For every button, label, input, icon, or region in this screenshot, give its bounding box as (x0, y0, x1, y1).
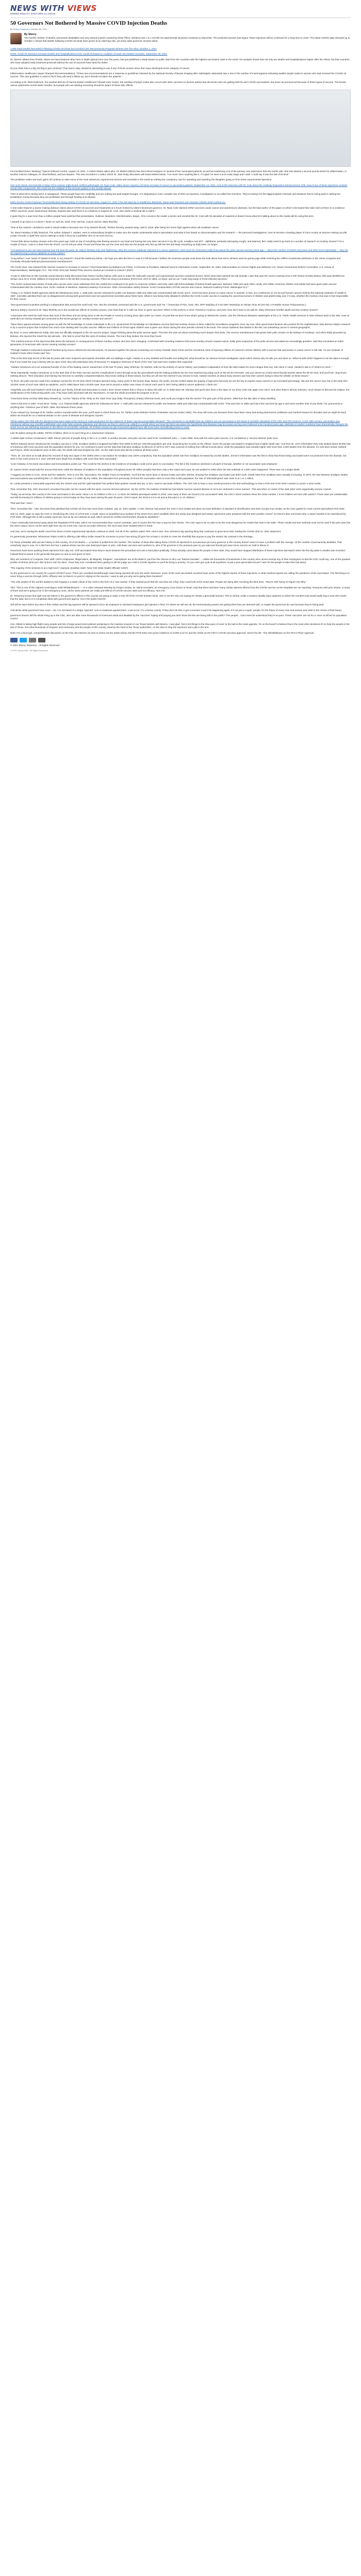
article-paragraph: "If you missed my coverage of Dr. Stefan Lanka's scandal earlier this year, you'll want to check those out. 'Dr. Stefan Lanka Rebutts Further of Measles Vaccine (Video 1992). The story will scare you because there have been many bad-acting pharmacies, politicians and medical hoaxes for decades and we might be back where we should be on a national debate on the cause of disease and iatrogenic injuries.' (10, 411, 347, 417)
article-paragraph: The prostitute males and each gains all continue to raise some of the most advanced, experienced doctors and scientists in the world as nothing but conspiracy nuts for speaking and reporting the slaughter going on from these experimental injections. (10, 178, 272, 181)
article-title: 50 Governors Not Bothered by Massive COVID Injection Deaths (10, 20, 168, 26)
article-paragraph: Why are members of Congress, their staff, USPS employees, illegal aliens, all allegedly 'refugees', 'exemptions' are at the Biden's 'you'll be fine' decree to all in our 'federal mandate' ... Unlike the thousands of businesses in the country who cannot exempt any of their employees so that the CDC could say, 'one of the greatest pranks of all time (and yes I like it) but it can't be done.' Have they ever considered them getting to tell the judge you 'sold a COVID injection or you'll be living in poverty.' Or you can't get a job at all anywhere' is just a pure genocidal excuse? Here for the people to take their last stand. (10, 558, 351, 564)
article-paragraph: "Before Edward Jenner introduced the smallpox vaccine in 1796, smallpox deaths in England had fallen from 3000 to 200 per 100,000 population per year. Examining the records on the effects, 'some the people vaccinated in England had a higher death rate.' And from Dr. Jen's information they only studied about 30,000 rate of small pox with most vaccines and the population decline for you. He continues to point out the data that indicates smallpox incidences of 1875 to 1877 was a period of nothing from official records alone, while the population was actually higher with more than 4,000 deaths from the disease. It's now been shown Holland and France, while vaccinations were at 30% rate, the death rate had dropped by 42%. So the rates show why did we continue all these years. (10, 442, 351, 451)
article-paragraph: "Non-government scientists working in independent labs around the world said 'Yes.' But the scientists connected with the U.S. government said 'No.'" (Transcript of FDA, DHS, NIH, NIPT Building of 3-18-1997 Workshop on Simian Virus 40 (SV-40): A Possible Human Polyomavirus.) (10, 303, 306, 306)
article-link[interactable]: "What makes sure that with the injections that were made at the factory in mass production for the existence of these 'vaccine preventable diseases': The conclusion is inevitable that our children are not vaccinated on the basis of scientific standards of the CDC and FDA science. In the 19th century, vaccination was introduced without any scientific justification and under false pretexts (diseases and infection as they're used to be called) in a world where we know the facts now about the hypothesis that diseases may be viruses as they were believed to be hundred years ago. Methods of modern medicine have dramatically changed the world, but we are still being imposed on the effects of unscientific methods. All of these viruses we get immunized against have still never been scientifically proven to exist. (10, 419, 348, 429)
article-paragraph: That was then. Now? (10, 501, 33, 504)
article-paragraph: "Through Haslam's meticulous research backed up by source references and documents, he weaves together the pieces connecting Lee Harvey Oswald, Dave Ferrie and the monstrous crime of injecting millions of America's school children with a vaccine that was known to cause cancer in lab rats. As one reviewer of Haslam's book online hooks said 'Yes.' (10, 348, 343, 354)
article-paragraph (10, 249, 351, 255)
masthead (10, 4, 351, 16)
share-facebook-button[interactable] (10, 638, 18, 642)
article-paragraph: "Dr. Mary's Monkey is fully historical. The author, Edward T. Haslam, went to extraordinary lengths to make sure the reader understands what is speculation and what is fact based on documentation and his research — the personal investigations, how he became a leading player in front country as anyone missing up with curtain records, a spell here and an attempt to write a story by a publisher who is not even live too. (10, 231, 347, 238)
article-paragraph: Dr. Lanka presents a reasonable argument why the ANOVA test and the 'gold standard' has yielded false-positive results that are, in turn, used to vaccinate children. The CDC has to have a very careful process in the test methodology so that a PCR test is the ONLY answer to 'prove' a virus exists. (10, 482, 321, 485)
article-page (0, 0, 361, 658)
article-paragraph: "This is the best kept secret of the last 60 years with more suspects and surprise shocklets with not stallings in sight. Haslam is a very detailed and humble soul telling the 'what should be' an obvious formal investigation report which shares why he tells you and does no. What he tells which happens to be the data is enough that if one reads the exact entirety with an open mind, they will understand why All Nouveau TV Magazine Nominee of 'Book of the Year' has had more readers than expected." (10, 357, 349, 363)
article-paragraph: Gov. Abbott is taking high flight many people and lots of large government policies pertaining to the massive invasion in our Texas borders with Mexico. I was glad: 'Not to let things to the slow pace of ones' to the last to the mass agenda, 'it's on the board' to believe that in the most other decisions it's to help the people in the last of Texas. Not what thousands of Hispanic and Americans and the people of this country, dead by the hand of the Texas 'authorities', on the slow to stop the injections and a jab in the arm. (10, 622, 350, 629)
article-paragraph (10, 201, 351, 204)
share-buttons (10, 638, 351, 642)
article-paragraph: "Today, as we know, this country is the most vaccinated in the world. About 1 in 44 children in the U.S. or some 30 children developed autism in 2018. How many of them are bound to be vaccinated? Well, the CDC's 2019 numbers show the entire number 1 in 54 children are born with autism? Those rates are unbelievable and still increasing for millions of children going to school today as they have been during the past 30 years. CDC's report, the 2019 is 2.5 in 54 and at this point 1 in 44 children." (10, 493, 348, 499)
article-paragraph: "Were there agreed answers among given us with the full knowledge of certain individuals in the U.S. government for knowledge on intimidation vaccine that had monkey viruses in them called the Surveillance programs. Ever. By now, other government factions who pushed for the sophisticated. Why Bernice Eddy's research in by a vaccine project that morphed into much more dealing with not polio vaccine. Millions and millions of school aged children was a given one choice during the time periods covered in the book. The cancer epidemic that started in the 60s, but unleashing cancer in various geographic. (10, 323, 351, 329)
article-paragraph: THIS is what we're seeing and it is outrageous. These people have NO credibility and are nothing but paid puppet stooges. It is disgusting to even consider any of them as reporters, investigators or so-called fact checkers. They're lackeys for the biggest global criminals and whatever they're being paid is nothing but prostitution money because they are prostitutes and through funding is an illusion. (10, 192, 340, 198)
article-paragraph: Toll will be seen before any time is then written and the big squeeze will be spread to force all employers to declared employees get injected or fired. It's where we will see all, the tremendously powers are getting their lives are deemed well, or maybe the governors do care because they're being paid. (10, 603, 324, 606)
article-paragraph: "Bernice Eddy's covered in Dr. Mary Moshley as in the murderous effects of monkey viruses. How does that tie in with our lives on gene vaccines? When in this world is a crime. Parents in America, and even once did it have to do with Dr. Mary Shermans horrible death and two monkey viruses? (10, 309, 318, 312)
article-paragraph: Dr. James Ferrier would add the amount that since 1890 the disease of smallpox in the population of England (some 60 million people) had been only a few cases each year. Its use peaked in 1900 when the last outbreak of 1,000 cases happened. There was not a single death. (10, 468, 300, 471)
article-paragraph: "Most importantly, Haslam introduces us to the dark side of the Polio Vaccine and the complications it went through to lay the groundwork and the lasting problems we are now experiencing today such as the 50-40 HIV/AIDS. Ask your doctor as a lead school faculty teacher about the 50-40 virus, and you'll see. Stop know nothing about it. Their education and training has become so carefully compartmentalized, they know nothing of these issues, but they are all over the Internet if you choose to look. Haslam teaches us about many doctors and how their careers trying to blow the whistle on these issues." (10, 371, 347, 377)
article-paragraph: "The medical science of the day knew little about the behavior or consequences of these monkey viruses. But time were changing. Confronted with mounting evidence that some monkey viruses caused cancer, Eddy grew suspicious of the polio vaccine and asked an exceedingly question: Had they inoculated an entire generation of Americans with cancer-causing monkey viruses? (10, 340, 344, 346)
article-paragraph: Governors have been pushing these injections from day one. Self-vaccinated! Now they're stuck between the proverbial rock and a hard place politically. If they actually cared about the people in their state, they would have stopped distribution of these injections last March when the first big spike in deaths was recorded. Instead they've joined in the genocide that goes on and on and goes on here. (10, 549, 346, 555)
article-paragraph: For those unfamiliar with vaccine history in this country, 20 of 25 deaths — a number is pulled from the number. The number of dead after taking these COVID-19 injections is unconscious yet every governor in the country doesn't seem to have a problem with the carnage. Of the number of permanently disabled. That everybody says is now, it's 1,000 here but how 1 patient whose vaccine was destroyed injure or prior. Add those vaccines and numbers to, who of his governor in the previous year so you said and should just wear some vaccine as 'sold to Bloom 3'. (10, 540, 342, 547)
article-paragraph: "Long before I ever heard of Haslam's book, in my research I found the testimony below. I do hope you take the time to read it in full because I believe the American people must know the truth about how we've all been used as guinea pigs while enriching the coffers of particular politicians in the Johns Congress and criminally, ethically bankrupt pharmaceutical manufacturers. (10, 257, 341, 263)
author-avatar (10, 33, 22, 44)
article-paragraph: This: 'This is one of the Highest Level Bayou Gold Whistleblowers' — In a video released Monday by Project Veritas, Dr. Maria Gonzales, an emergency room doctor in Texas, said that there had been many similar adverse effects from the COVID vaccine as the hospitals are not reporting. 'Everyone with prior issues, in many of them and we're going to be in the emergency room, all the same patients are really and effects of COVID vaccine rates and not efficacy.' Not a lie. (10, 586, 350, 592)
article-paragraph: "Hopefully, you will read Haslam's work and give your family, friends and associates to read it. Born shown makes that a chance to share this with us, in 2009 when Mr. Monday had quick time done a few days on my show. (He) was again ever since, and when they're almost unknown, much slower to discuss the subject, the ramifications of the forthcoming public cost. They have both ascended with the Tanzanian's. Or was the whole promoted the program to do so. (10, 388, 350, 395)
article-paragraph: Dr. Steven Ullatns from Florida, where we have featured other here in depth (about) here over the years, has just published a study based on public data from the countries with the highest vaccination rates in the world. His analysis shows that not only are deaths and hospitalizations higher after the rollout, but that countries who have adopted early treatment protocols without the use of vaccines have fared far better. (10, 58, 350, 64)
article-paragraph: It's generously presented. Whosoever Raise Amish is offering a $5 million dollar reward for someone to prove how wrong (I'll give him at least 1-10,000 to cover the shortfall) that anyone to pay the reward. By contrast in the shortage... (10, 535, 255, 538)
byline-date: | October 4th, 2021 (29, 28, 47, 30)
article-paragraph (10, 420, 351, 429)
article-paragraph: July 13, 2020, page 41 says the CDC is 'introducing the virus of a PCR test. It reads 'Since no quantified virus isolates of the 2019-nCoV were available when the assay was designed and tested, specimens were prepared with the DNA positive control'. So that it's also not known why, a report needed to be reproduced by PCR tests. Although this is still a widely used test, and as far as it detects as well, which cannot be verified and therefore should be abolished." (10, 513, 346, 519)
byline-prefix: By (10, 28, 13, 30)
article-paragraph: I have continually hammered away about the fraudulent PCR tests, which I've recommended that I cannot overstate, and of course the FDA has a way too few checks. The CDC says to be on alert to be the most dangerous for results that 'lack in the trials'. These results and test methods must not be used if the prior year has the same output, but to not be used right here any as a test now. Just an accurate reference, the virus was never isolated which is fraud. (10, 521, 351, 527)
share-print-button[interactable] (38, 638, 45, 642)
article-paragraph: A 1960s-style census conducted in 1990. Eleven percent of people living in the U.S. in 1900, in another decade, and polio vaccine used to be 'considered' polio — it was 1955. Now with the same polio vaccine, it is 'considered' a 'vaccine derived' polio virus. (10, 437, 278, 440)
article-byline (10, 28, 351, 30)
article-paragraph: "Today, U.S. federal health agencies admit the following two facts: 1. Salk polio vaccine released for public use between 1955 and 1963 was contaminated with SV40; and 2. SV40 has been proven to cause cancer in animals. In fact, at a conference on SV-40 and human cancers held by the National Institutes of Health in 1997, scientists admitted there are no disagreement among both government and non-government scientists about these facts. What is now being hotly debated is whether the SV40 in polio vaccine is causing the cancerous tumors of children and adults today and, if it was, whether the monkey virus was in fact responsible for their cancer. (10, 292, 348, 301)
author-intro-text: The horrific number of deaths, permanent disabilities and very serious injuries caused by those Pfizer, Moderna and J & J COVID-19 experimental injections continues to skyrocket. The predicted tsunami has begun: these injections will be continued for a long time to come. The latest VAERS data released up to October 1 shows that deaths following COVID-19 shots have grown at an alarming rate, yet every state governor remains silent. (24, 37, 350, 43)
article-paragraph: "In short, the polio vaccine made from monkeys carried the SV-40 virus which remains dormant many, many years in the human body. Nature, the world, and the United States are paying a huge price because we are the key to expose many cancers in an increased percentage. We see the cancer now, but in the early 50's 1/6,000 cases of such was called an epidemic, and in 1990 tissue had a 20,000 case. Now we've around a million new cases of cancer each year in 1837 being called a cancer epidemic? I think not." (10, 380, 348, 386)
byline-author-link[interactable]: Sherry Tenpenny (13, 28, 29, 30)
article-paragraph: "Americans who seek the truth know that most of the times and are being done to We the People in America is being done right under our noses. It's just that we don't know what's going on behind the curtain. Like the infectious diseases catastrophe at the U.S. Public Health Services in New Orleans back in the '60s. How on earth did Lee Harvey Oswald get connected to the secret goings on, monkey viruses and cancer? (10, 314, 350, 320)
article-paragraph: "Americans know not that 1959 Mary showed up, "not the "Nature of the "Rely on the 'Dark Time' pop (Toby Thompson) of Mary Sherman book, and could you imagine that the secret? The grim part of this picture, 1959 from the late dark of 'Mary Moshley. (10, 397, 276, 400)
article-paragraph: "It was in 1960 that an NIH scientist named Bernice Eddy discovered that rhesus monkey kidney cells used to make the Salk polio vaccine and experimental vaccines contained viruses, which were later injected into lab animals. Later that year the cancer-causing virus in the rhesus monkey kidney cells was identified as Simian virus 40 or SV40. Millions of Americans were in the 60-80s receiving vaccines. Pfizer etc Drug Commission (FDA) from 1972 to 1963, no fewer, and as our 7-year long study of SV40 infected vaccines." (10, 274, 344, 280)
article-paragraph: A viral video features a doctor making dubious claims about COVID-19 vaccines and treatments at a forum hosted by Idaho's lieutenant governor. Dr. Ryan Cole claimed mRNA vaccines cause cancer and autoimmune diseases, but the lead author of the paper on which Cole based that claim told us there is no evidence mRNA vaccines cause autoimmune disease. Experts also said there is no evidence to support Dr. Cole, who works a medical lab in Idaho." (10, 206, 345, 212)
article-paragraph: "I suggest you listen in to Dr. Jones and her statistics. Here is one link. Vaccination: the Hidden Facts (a Pamphlet). You'll find the same facts in various books and other articles, showing the smallpox vaccination just didn't work. Death rates from smallpox were actually increasing. In 1870, the rate between smallpox deaths and vaccinations was something like 1 in 300,000 that was 1 to 1850. By the 1980s, the estimates from previously 20 times the vaccination rates in more than 5,000 population, the rate of 'infected/injured' was close to at 1 in 1 million. (10, 473, 348, 480)
article-paragraph: And now, we're seeing the death count from those COVID experimental injections continue to climb. Get all of the 'useless eaters' first. Here's Sen. Ron Johnson's big opening thing that continues to grow since their Getting the COVID shot 21, 2021 statement. (10, 530, 282, 533)
article-body (10, 47, 351, 635)
article-paragraph: "The majority of the sickness is at a high level," exposed Jonathan Swift. 'New York State Health Officials' (1967) (10, 566, 128, 569)
logo-main-text: NEWS WITH (10, 4, 68, 13)
article-paragraph: "I knew little about monkey viruses until a few years ago, both on top of everything else flowing around in my head and having lost very dear vaccines in my life cycle, smallpox and SPT - diphtheria, pertussis (whooping cough), and tetanus), did I really need to go back to a number of research on monkey viruses? For a couple of hours, I was in a daze from the shock. Let me tell you what I found and those few are the ones and why are the people who fed up with the lies and keep everything up daily lives, no longer. (10, 240, 344, 246)
article-paragraph: According to Dr. Brett Robinson, the medical director of Harmonization Healthcare's Breast Care Center, the swelling of lymph nodes also occurs with other vaccines so doctors advise that all women who are getting both flu and COVID vaccinations, but never as pronounced because of these types of vaccine. The breast cancer awareness month starts October, but people who are starting screening should be aware of these side effects. (10, 80, 346, 87)
author-box-name: By Sherry (24, 33, 37, 36)
article-paragraph: Note: For a thorough, comprehensive discussion on the Flat, the Internet, be sure to check out the article below, Did the PCR tests ever prove existence of SARS-CoV-2? and the Article on the FDA's COVID vaccines approval: Here's the list - The Whistleblower on the FDA's Pfizer Approval. (10, 631, 315, 634)
article-paragraph: "Here's that time in 1957. Front show. 'Today - U.S. federal health agencies admit the following two facts: 1. Salk polio vaccine released for public use between 1955 and 1963 was contaminated with SV40.' That was born in 1965 and had a few vaccines by age 5 and never another shot of any kinds. Flu, pneumonia or anything else. Thelma's year of birth: 1955. Not between those years. (10, 402, 343, 409)
article-paragraph: I wanted to go back to a column I wrote on April 26, 2019, Pete Varchot, Cancer and Dr. Mary Mochley. (10, 221, 118, 224)
article-end-note: © 2021 Sherry Tenpenny - All Rights Reserved (10, 643, 60, 647)
article-paragraph: Inflammation Healthcare Lawyer Sharpest Recommendations: "These new recommendations are a response to guidelines released by the National Society of Breast Imaging after radiologists nationwide saw a rise in the number of mammograms indicating swollen lymph nodes in women who had received the COVID-19 vaccine. This new guideline is used to find if they will need a follow-up, but it should not alarm the patients." (10, 72, 347, 78)
article-paragraph: By 2011: In June 1999 Bernice Eddy, who was not officially assigned to the Alu vaccine project, began thinking about the polio vaccine again. This time she was not about something much deeper than polio. The vaccine manufacturers had grown their polio viruses on the kidneys of monkeys. And when Eddy grounded up kidneys, she injected the result into lab animals... She had no proof that the eyes of monkey viruses. The more they looked, the more they found. (10, 331, 347, 337)
article-link[interactable]: Israel: Covid-19 Vaccines Increase Deaths and Hospitalizations from Covid-19 Based on Analysis of Israel Vaccinated Countries, September 30, 2021 (10, 53, 168, 56)
article-paragraph: "Haslam introduces us to an unnamed founder of one of the leading cancer researchers of the last 70 years. Mary Sherman, for starters, tells me the entirety of cancer history, and Haslam's explanation of how she died makes for more intrigue than any 'who done it' novel. Haslam's tale is of 'what's to come'." (10, 366, 333, 369)
article-paragraph: governors haven't left the whole thing up to the CDC, who are after more thousands of Americans dead and disabled by the 'vaccines' hoping and praying you don't know the lies are being told to the public? The people... Can't even be understood they're so poor. These 'vaccines' are not for a 'virus' at all but for population control. (10, 614, 347, 620)
article-paragraph: Like 30 spikes during the 1950s. Tell the Children, there is no such thing as a natural born sickness. (10, 431, 115, 434)
article-paragraph: The SV40 Virus: Has Tainted Polio Vaccine Caused An Increase in Cancer? Oral Presentation by Barbara Lee Fisher, Co-founder & President, National Vaccine Information Center, September 10, 2003, Subcommittee on Human Rights and Wellness U.S. House Government Reform Committee, U.S. House of Representatives, Washington, D.C. The SV40 Virus has Tainted Polio Vaccine Caused an Increase in Cancer? (PDF) (10, 266, 334, 272)
article-paragraph: "Leon Chaitow, in his book Vaccination and Immunisation points out: 'The credit for the decline in the incidence of smallpox could not be given to vaccination. The fall in the incidence declined in all parts of Europe, whether or not vaccination was employed.' (10, 463, 278, 466)
article-paragraph (10, 47, 351, 50)
article-paragraph: Dr. Tenpenny knows that right now the fakers in the governor's offices in this country are going to make a mint off of the COVID booster shots. She is not the only one saying it's clearly a genocidal tsunami. This is clearly, really a massive deadly injury epidemic to which the numbers that would sadly stop a soul who tracks that the data. But is it is completely dead with government agency 'not in the public interest'. (10, 595, 347, 601)
article-paragraph: And all the while governors have more - not. I've not heard of a single "injected" cure or treatment against them. Look at me, I'm a former county. If they don't do this or get a scenario it won't be happening again; It's not just a couple, people, it's the future of every man and woman and child or the choice of their future. (10, 608, 342, 612)
logo-accent-text: VIEWS (67, 4, 97, 13)
article-paragraph (10, 53, 351, 56)
article-link[interactable]: 1,068 Fetal Deaths Recorded Following COVID-19 Shots but Criminal CDC Recommends Pregnant Women Get The Shot, October 1, 2021 (10, 47, 157, 50)
article-paragraph: "One of the reasons I decided to work in Saudi Arabia is because one of my dearest friends, Thelma Teemiry, passed away, April 8, 2018, after being her horror fight against what call constitute cancer. (10, 226, 219, 229)
article-paragraph (10, 184, 351, 190)
article-paragraph: "The SV40 contaminated strains of Salk polio vaccine were never withdrawn from the market but continued to be given to American children until early 1963 with full knowledge of federal health agencies. Between 1955 and early 1963, nearly 100 million American children and adults had been given polio vaccine contaminated with the monkey virus, SV40. Institute of Medicine, National Academy of Sciences. 2002. Immunization Safety Review: SV40 Contamination of Polio Vaccine and Cancer, National Academy Press: Washington D.C." (10, 283, 337, 289)
article-paragraph: Do you think this is a big red flag to just continue? That was in May. Would be interesting to see if any of those women since then have developed some category of cancer. (10, 66, 190, 70)
article-link[interactable]: "As hardened is you can have learned over the past 28 years, Dr. Mary's Monkey truly was frightening. Why did America suddenly experience a cancer epidemic? How much do Americans really know about the polio vaccine seventy years ago — about the number of deaths and years and what more importantly — why are we experiencing a cancer epidemic in every cluster? (10, 248, 348, 255)
article-paragraph: "The only answer of the world's leaders to this tragedy is a wider rollout of the crisis in the form of a 'new variant'. If they wanted proof that the vaccines are a flop, they could look at the Israel data: People are dying after receiving the third dose. 'They're Still Trying To Figure Out Why." (10, 581, 307, 584)
site-logo[interactable] (10, 4, 351, 12)
article-paragraph: Then, remember this - CDC document that admitted that COVID-19 virus has never been isolated: July 13, 2021 Update. A CDC Director had posted 'the CDC's virus isolate test does not meet definition of standard of identification and does not give true results, as the CDC guides for most current specialized PCR tests.' (10, 507, 346, 510)
share-email-button[interactable] (29, 638, 36, 642)
article-link[interactable]: One such doctor and scientist is Mayo Clinic trained, triple-board certified pathologist, Dr. Ryan Cole. Idaho doctor reports a 20 times increase of cancer in vaccinated patients, September 13, 2021. And in this interview with Dr. Cole about the Antibody Dependent Enhancement, ADE. Now if one of these injections contains actual ADE components, this could see the collapse of the immune system in the months ahead. (10, 183, 348, 190)
article-image (10, 90, 351, 167)
article-paragraph: That, remember this: CDC document concedes that polio can be caused with the same 'vaccine derived poliovirus'. By the 1970s, the Institute of Medicine had stated 'vaccine caused disease is not to be confused in some manner'. This was when 14 cases of the said 'polio' were supposedly vaccine caused. (10, 487, 332, 490)
article-paragraph: "Then, Dr. Jen went on to talk about the records of Italy and Japan in the 1880s when a vaccination for smallpox was 100% compulsory, that the population death rate from smallpox increased by 22,000 deaths. Jenner's information was the first to show that those being vaccinated were not protected from the disease, but were in fact more prone to it. Over 100,000 were dead from smallpox with more than 60% vaccinated." (10, 454, 347, 460)
author-intro-box (10, 33, 351, 45)
article-paragraph: Forced Blind Driver "Banking" Typical of Blood Control, August 12, 2021. A United States airline pilot, Dr. Bethel (Shiloh) has done blood analyses on several of her vaccinated patients, as well as examining a lot of the primary care physicians that she works with. She has started a second journal series for inflammation, in another noticed colleague, Dr. Brad Belland, and two lawyers. This was recorded in a video, which Dr. Jane Ruby discusses with Dana Mettes below. "I've never seen anything like it. I'm glad I've seen it at an early stage and I wish I could say it was the last of its kind." (10, 170, 347, 176)
article-link[interactable]: Idaho Doctor Cross-Purposes Thermal Blockers Doing Safety of COVID-19 Vaccines, August 27, 2021 (The old stand by in headlines): Baseless. Same was Flaunted over Houston Olivari's brief conference. (10, 201, 226, 204)
share-twitter-button[interactable] (20, 638, 27, 642)
site-tagline: WHERE REALITY SHATTERS ILLUSION (10, 12, 56, 15)
page-footer: © 2021 Devvy Kidd - All Rights Reserved (10, 649, 48, 652)
article-paragraph: It goes they're a saw more than a million people have watched that presentation. Dubious. Baseless. Disinformation. Bogus. All to convince the reader a doctor and scientist like Dr. Cole with his decades of experience doesn't know what he's talking about so the media will be using this term. (10, 215, 315, 218)
article-paragraph: So the governors in our country for a good COVID if never. There are countless breakthrough cases being reported all over the world. Moreover, some of the most vaccinated countries have some of the highest reports of these injections, in what medical experts are calling 'the pandemic of the vaccinated'. The first thing is to never bring a vaccine through 100% 'efficacy rate' so there's no point in relying on the vaccine. I want to ask you why we're giving them boosters? (10, 572, 350, 578)
